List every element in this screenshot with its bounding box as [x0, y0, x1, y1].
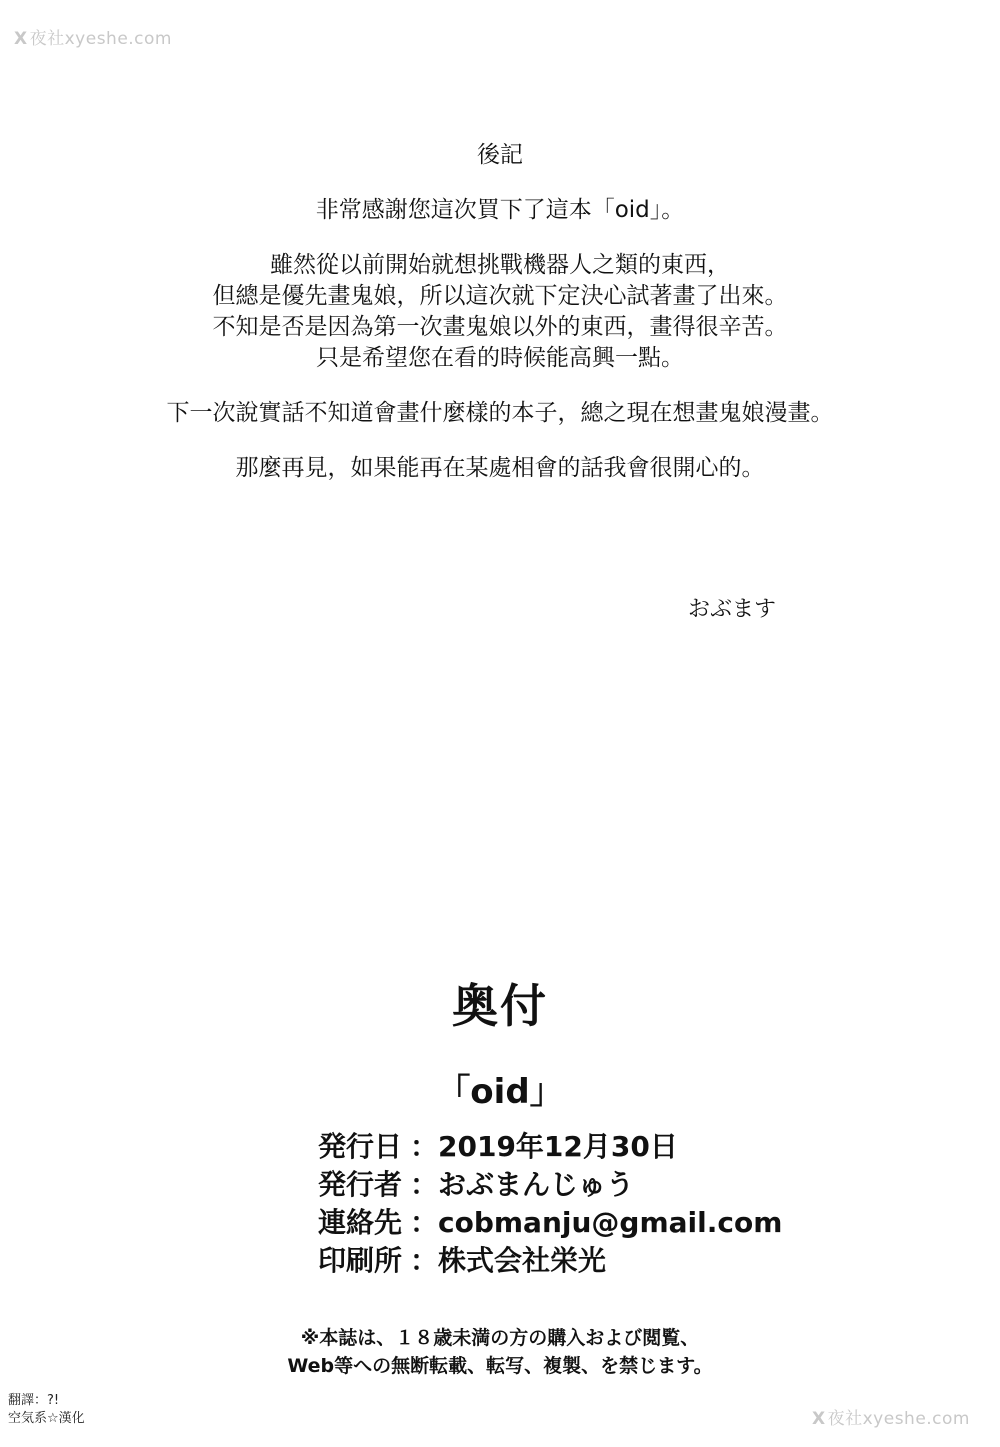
info-value: 株式会社栄光: [438, 1244, 607, 1277]
colophon-info: [318, 1128, 782, 1280]
afterword-paragraph-1: [0, 195, 1000, 226]
info-separator: ：: [410, 1168, 439, 1201]
afterword-line: 非常感謝您這次買下了這本「oid」。: [315, 197, 685, 223]
info-label: 印刷所: [318, 1244, 403, 1277]
afterword-section: [0, 140, 1000, 508]
author-signature: おぶます: [688, 597, 777, 622]
legal-notice: [0, 1324, 1000, 1380]
info-label: 発行者: [318, 1168, 403, 1201]
afterword-line: 不知是否是因為第一次畫鬼娘以外的東西，畫得很辛苦。: [212, 314, 788, 340]
info-row-publisher: [318, 1166, 782, 1204]
legal-notice-line: ※本誌は、１８歳未満の方の購入および閲覧、: [300, 1327, 700, 1349]
contact-email: cobmanju@gmail.com: [438, 1206, 783, 1239]
afterword-line: 雖然從以前開始就想挑戰機器人之類的東西，: [270, 252, 730, 278]
afterword-title: 後記: [477, 142, 523, 168]
afterword-paragraph-3: [0, 398, 1000, 429]
info-separator: ：: [410, 1206, 439, 1239]
info-row-contact: [318, 1204, 782, 1242]
info-separator: ：: [410, 1244, 439, 1277]
colophon-title: 奥付: [452, 979, 548, 1033]
watermark-text: 夜社xyeshe.com: [827, 1409, 970, 1429]
info-row-date: [318, 1128, 782, 1166]
watermark-bottom: [812, 1404, 970, 1429]
translator-credit: 翻譯：?!: [8, 1393, 60, 1408]
info-separator: ：: [410, 1130, 439, 1163]
afterword-paragraph-4: [0, 453, 1000, 484]
book-name: 「oid」: [436, 1072, 564, 1112]
info-label: 発行日: [318, 1130, 403, 1163]
afterword-line: 那麼再見，如果能再在某處相會的話我會很開心的。: [235, 455, 765, 481]
info-row-printer: [318, 1242, 782, 1280]
watermark-x-icon: X: [812, 1409, 826, 1429]
watermark-top: [14, 24, 172, 49]
group-credit: 空気系☆漢化: [8, 1411, 85, 1426]
info-value: 2019年12月30日: [438, 1130, 678, 1163]
afterword-line: 只是希望您在看的時候能高興一點。: [316, 345, 684, 371]
info-value: おぶまんじゅう: [438, 1168, 635, 1201]
watermark-text: 夜社xyeshe.com: [29, 29, 172, 49]
info-label: 連絡先: [318, 1206, 403, 1239]
watermark-x-icon: X: [14, 29, 28, 49]
afterword-line: 下一次說實話不知道會畫什麼樣的本子，總之現在想畫鬼娘漫畫。: [166, 400, 834, 426]
legal-notice-line: Web等への無断転載、転写、複製、を禁じます。: [287, 1355, 713, 1377]
translation-credits: [8, 1392, 85, 1428]
afterword-line: 但總是優先畫鬼娘，所以這次就下定決心試著畫了出來。: [212, 283, 788, 309]
afterword-paragraph-2: [0, 250, 1000, 374]
